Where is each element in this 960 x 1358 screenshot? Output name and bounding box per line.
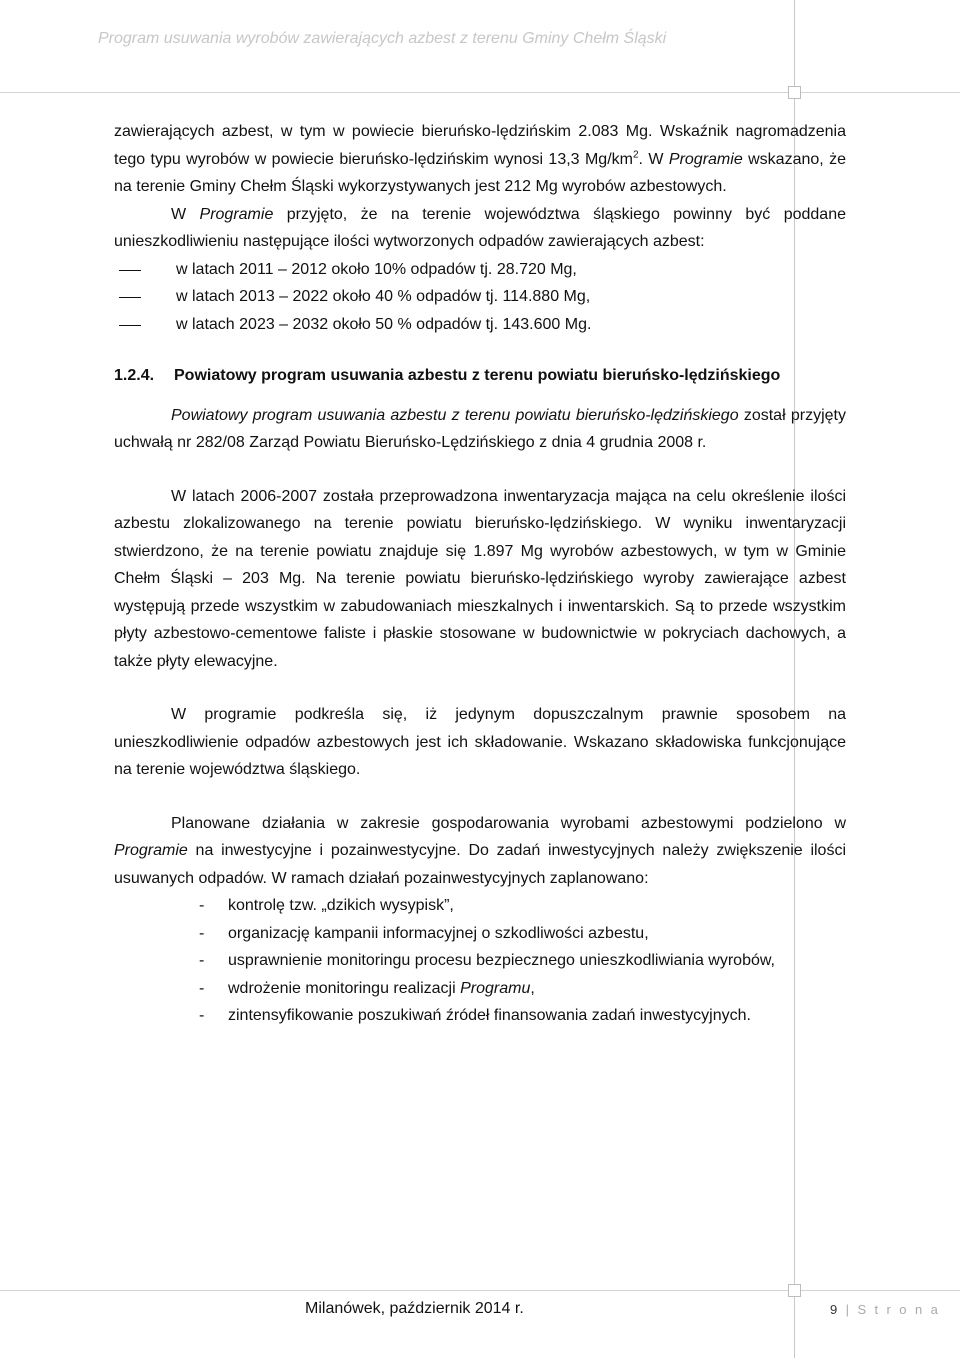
- paragraph-1: [114, 118, 846, 201]
- p1-text-a: zawierających azbest, w tym w powiecie bieruńsko-lędzińskim 2.083 Mg. Wskaźnik nagromadzenia tego typu wyrobów w powiecie bieruńsko-lędzińskim wynosi 13,3 Mg/km: [114, 123, 846, 168]
- footer-rule: [0, 1290, 960, 1291]
- section-number: 1.2.4.: [114, 367, 155, 384]
- p1-text-c: wskazano, że na terenie Gminy Chełm Śląski wykorzystywanych jest 212 Mg wyrobów azbestowych.: [114, 150, 847, 195]
- section-title: Powiatowy program usuwania azbestu z terenu powiatu bieruńsko-lędzińskiego: [174, 367, 781, 384]
- list-item: w latach 2011 – 2012 około 10% odpadów tj. 28.720 Mg,: [114, 256, 846, 284]
- p2-text-a: W: [171, 205, 200, 223]
- list-item-text: wdrożenie monitoringu realizacji: [228, 979, 461, 997]
- list-marker: -: [199, 897, 205, 914]
- list-item: [114, 975, 846, 1003]
- paragraph-4: W latach 2006-2007 została przeprowadzona inwentaryzacja mająca na celu określenie ilości azbestu zlokalizowanego na terenie powiatu bieruńsko-lędzińskiego. W wyniku inwentaryzacji stwierdzono, że na terenie powiatu znajduje się 1.897 Mg wyrobów azbestowych, w tym w Gminie Chełm Śląski – 203 Mg. Na terenie powiatu bieruńsko-lędzińskiego wyroby zawierające azbest występują przede wszystkim w zabudowaniach mieszkalnych i inwentarskich. Są to przede wszystkim płyty azbestowo-cementowe faliste i płaskie stosowane w budownictwie w pokryciach dachowych, a także płyty elewacyjne.: [114, 487, 846, 670]
- list-item-text: usprawnienie monitoringu procesu bezpiecznego unieszkodliwiania wyrobów,: [228, 952, 775, 969]
- document-body: [114, 118, 846, 1030]
- paragraph-3: [114, 402, 846, 457]
- paragraph-6: [114, 810, 846, 893]
- p1-text-b: . W: [638, 150, 669, 168]
- page-separator: |: [845, 1302, 852, 1317]
- list-item-tail: ,: [530, 979, 535, 997]
- footer-place-date: Milanówek, październik 2014 r.: [305, 1300, 524, 1317]
- p3-emphasis: Powiatowy program usuwania azbestu z terenu powiatu bieruńsko-lędzińskiego: [171, 406, 739, 424]
- p6-text-b: na inwestycyjne i pozainwestycyjne. Do zadań inwestycyjnych należy zwiększenie ilości usuwanych odpadów. W ramach działań pozainwestycyjnych zaplanowano:: [114, 842, 846, 887]
- corner-marker-bottom: [788, 1284, 801, 1297]
- p6-text-a: Planowane działania w zakresie gospodarowania wyrobami azbestowymi podzielono w: [171, 814, 846, 832]
- disposal-targets-list: [114, 256, 846, 339]
- planned-actions-list: [114, 892, 846, 1030]
- list-item: w latach 2023 – 2032 około 50 % odpadów tj. 143.600 Mg.: [114, 311, 846, 339]
- list-item: w latach 2013 – 2022 około 40 % odpadów tj. 114.880 Mg,: [114, 283, 846, 311]
- page-header: Program usuwania wyrobów zawierających azbest z terenu Gminy Chełm Śląski: [98, 30, 667, 47]
- list-item-text: organizację kampanii informacyjnej o szkodliwości azbestu,: [228, 924, 649, 942]
- p1-superscript: 2: [632, 149, 639, 161]
- list-item: [114, 920, 846, 948]
- header-rule: [0, 92, 960, 93]
- paragraph-2: [114, 201, 846, 256]
- corner-marker-top: [788, 86, 801, 99]
- p2-text-b: przyjęto, że na terenie województwa śląskiego powinny być poddane unieszkodliwieniu następujące ilości wytworzonych odpadów zawierających azbest:: [114, 205, 847, 250]
- list-item: [114, 947, 846, 975]
- page-label: S t r o n a: [857, 1302, 941, 1317]
- p1-emphasis: Programie: [668, 150, 743, 168]
- list-item-text: kontrolę tzw. „dzikich wysypisk”,: [228, 897, 454, 914]
- p2-emphasis: Programie: [199, 205, 274, 223]
- list-marker: -: [199, 924, 205, 942]
- list-marker: -: [199, 1007, 205, 1024]
- list-item: [114, 1002, 846, 1030]
- p3-text: został przyjęty uchwałą nr 282/08 Zarząd Powiatu Bieruńsko-Lędzińskiego z dnia 4 grudnia 2008 r.: [114, 406, 846, 451]
- list-item-emphasis: Programu: [460, 979, 531, 997]
- p6-emphasis: Programie: [114, 842, 188, 859]
- paragraph-5: W programie podkreśla się, iż jedynym dopuszczalnym prawnie sposobem na unieszkodliwienie odpadów azbestowych jest ich składowanie. Wskazano składowiska funkcjonujące na terenie województwa śląskiego.: [114, 706, 846, 778]
- list-marker: -: [199, 979, 205, 997]
- list-marker: -: [199, 952, 205, 969]
- list-item: [114, 892, 846, 920]
- page-number: 9: [830, 1302, 840, 1317]
- list-item-text: zintensyfikowanie poszukiwań źródeł finansowania zadań inwestycyjnych.: [228, 1007, 751, 1024]
- section-heading: [114, 362, 846, 390]
- footer-page-number: [830, 1302, 940, 1317]
